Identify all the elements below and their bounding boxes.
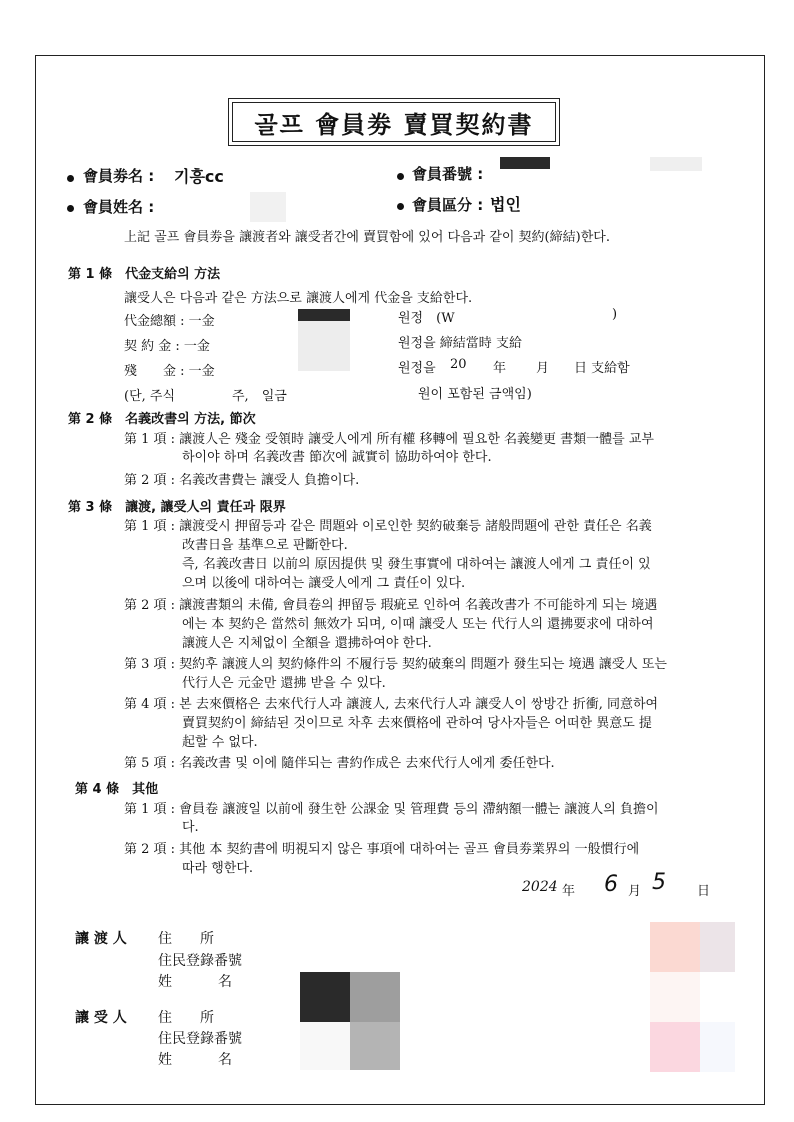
redacted-total-amount — [298, 309, 350, 321]
membership-name-label: 會員劵名 : — [83, 167, 155, 185]
balance-month-unit: 月 — [536, 361, 550, 376]
total-amount-note: 원정 (W — [398, 311, 455, 326]
date-year: 2024 — [522, 879, 558, 895]
bullet-icon — [397, 173, 404, 180]
balance-year: 20 — [450, 357, 467, 372]
redacted-transferor-name-2 — [350, 972, 400, 1022]
article-3-para-4c: 起할 수 없다. — [182, 735, 258, 750]
transferee-label: 讓 受 人 — [75, 1010, 127, 1026]
article-4-para-1b: 다. — [182, 820, 199, 835]
article-3-para-1a: 第 1 項 : 讓渡受시 押留등과 같은 問題와 이로인한 契約破棄등 諸般問題에 관한 責任은 名義 — [124, 519, 652, 534]
redacted-transferor-seal-2 — [700, 922, 735, 972]
balance-note-prefix: 원정을 — [398, 361, 436, 376]
article-3-para-2c: 讓渡人은 지체없이 全額을 還拂하여야 한다. — [182, 636, 432, 651]
article-4-heading: 第 4 條 其他 — [75, 782, 159, 797]
article-4-para-2a: 第 2 項 : 其他 本 契約書에 明視되지 않은 事項에 대하여는 골프 會員劵業界의 一般慣行에 — [124, 842, 640, 857]
article-1-line: 讓受人은 다음과 같은 方法으로 讓渡人에게 代金을 支給한다. — [124, 291, 473, 306]
article-3-para-1d: 으며 以後에 대하여는 讓受人에게 그 責任이 있다. — [182, 576, 466, 591]
article-3-para-3b: 代行人은 元金만 還拂 받을 수 있다. — [182, 676, 386, 691]
redacted-member-number — [500, 157, 550, 169]
note-open: (단, 주식 — [124, 389, 176, 404]
article-4-para-1a: 第 1 項 : 會員卷 讓渡일 以前에 發生한 公課金 및 管理費 등의 滯納額一體는 讓渡人의 負擔이 — [124, 802, 659, 817]
article-2-para-1a: 第 1 項 : 讓渡人은 殘金 受領時 讓受人에게 所有權 移轉에 필요한 名義變更 書類一體를 교부 — [124, 432, 654, 447]
balance-day-unit: 日 支給함 — [574, 361, 630, 376]
member-class-value: 법인 — [490, 195, 521, 214]
membership-name-value: 기흥cc — [174, 167, 224, 186]
transferor-label: 讓 渡 人 — [75, 931, 127, 947]
member-class-label: 會員區分 : — [412, 196, 484, 214]
transferee-name-label: 姓 名 — [158, 1052, 238, 1068]
redacted-transferee-seal — [650, 1022, 700, 1072]
article-2-heading: 第 2 條 名義改書의 方法, 節次 — [68, 412, 256, 427]
article-1-heading: 第 1 條 代金支給의 方法 — [68, 267, 221, 282]
deposit-note: 원정을 締結當時 支給 — [398, 336, 522, 351]
article-3-para-1c: 즉, 名義改書日 以前의 原因提供 및 發生事實에 대하여는 讓渡人에게 그 責任이 있 — [182, 557, 651, 572]
date-month-unit: 月 — [628, 884, 642, 899]
member-name-label: 會員姓名 : — [83, 198, 155, 216]
redacted-member-number-tail — [650, 157, 702, 171]
article-3-para-4b: 賣買契約이 締結된 것이므로 차후 去來價格에 관하여 당사자들은 어떠한 異意도 提 — [182, 716, 652, 731]
article-2-para-1b: 하이야 하며 名義改書 節次에 誠實히 協助하여야 한다. — [182, 450, 492, 465]
article-4-para-2b: 따라 행한다. — [182, 861, 254, 876]
article-3-para-5: 第 5 項 : 名義改書 및 이에 隨伴되는 書約作成은 去來代行人에게 委任한다. — [124, 756, 555, 771]
redacted-member-name — [250, 192, 286, 222]
bullet-icon — [67, 205, 74, 212]
article-2-para-2: 第 2 項 : 名義改書費는 讓受人 負擔이다. — [124, 473, 360, 488]
redacted-transferor-seal-3 — [650, 972, 700, 1022]
transferor-address-label: 住 所 — [158, 931, 214, 947]
article-3-heading: 第 3 條 讓渡, 讓受人의 責任과 限界 — [68, 500, 286, 515]
date-day: 5 — [652, 870, 666, 895]
transferee-address-label: 住 所 — [158, 1010, 214, 1026]
redacted-transferor-seal — [650, 922, 700, 972]
bullet-icon — [67, 175, 74, 182]
transferor-name-label: 姓 名 — [158, 974, 238, 990]
article-3-para-3a: 第 3 項 : 契約후 讓渡人의 契約條件의 不履行등 契約破棄의 問題가 發生되는 境遇 讓受人 또는 — [124, 657, 667, 672]
article-3-para-4a: 第 4 項 : 본 去來價格은 去來代行人과 讓渡人, 去來代行人과 讓受人이 쌍방간 折衝, 同意하여 — [124, 697, 659, 712]
date-year-unit: 年 — [562, 884, 576, 899]
redacted-transferee-name — [300, 1022, 350, 1070]
article-3-para-1b: 改書日을 基準으로 판斷한다. — [182, 538, 348, 553]
redacted-transferee-seal-2 — [700, 1022, 735, 1072]
article-3-para-2b: 에는 本 契約은 當然히 無效가 되며, 이때 讓受人 또는 代行人의 還拂要求에 대하여 — [182, 617, 654, 632]
total-amount-label: 代金總額 : 一金 — [124, 314, 215, 329]
date-day-unit: 日 — [697, 884, 711, 899]
redacted-transferor-name — [300, 972, 350, 1022]
member-number-label: 會員番號 : — [412, 165, 484, 183]
page-title: 골프 會員劵 賣買契約書 — [232, 102, 556, 142]
redacted-deposit-amount — [298, 331, 350, 371]
bullet-icon — [397, 203, 404, 210]
note-close: 원이 포함된 금액임) — [418, 387, 532, 402]
transferee-resident-no-label: 住民登錄番號 — [158, 1031, 242, 1047]
redacted-transferee-name-2 — [350, 1022, 400, 1070]
total-amount-close: ) — [612, 307, 618, 322]
transferor-resident-no-label: 住民登錄番號 — [158, 953, 242, 969]
note-mid: 주, 일금 — [232, 389, 287, 404]
redacted-total-amount-lower — [298, 321, 350, 331]
date-month: 6 — [604, 872, 618, 897]
deposit-label: 契 約 金 : 一金 — [124, 339, 210, 354]
balance-year-unit: 年 — [493, 361, 507, 376]
balance-label: 殘 金 : 一金 — [124, 364, 215, 379]
article-3-para-2a: 第 2 項 : 讓渡書類의 未備, 會員卷의 押留등 瑕疵로 인하여 名義改書가 不可能하게 되는 境遇 — [124, 598, 658, 613]
intro-text: 上記 골프 會員劵을 讓渡者와 讓受者간에 賣買함에 있어 다음과 같이 契約(締結)한다. — [124, 230, 610, 245]
title-box — [228, 98, 560, 146]
